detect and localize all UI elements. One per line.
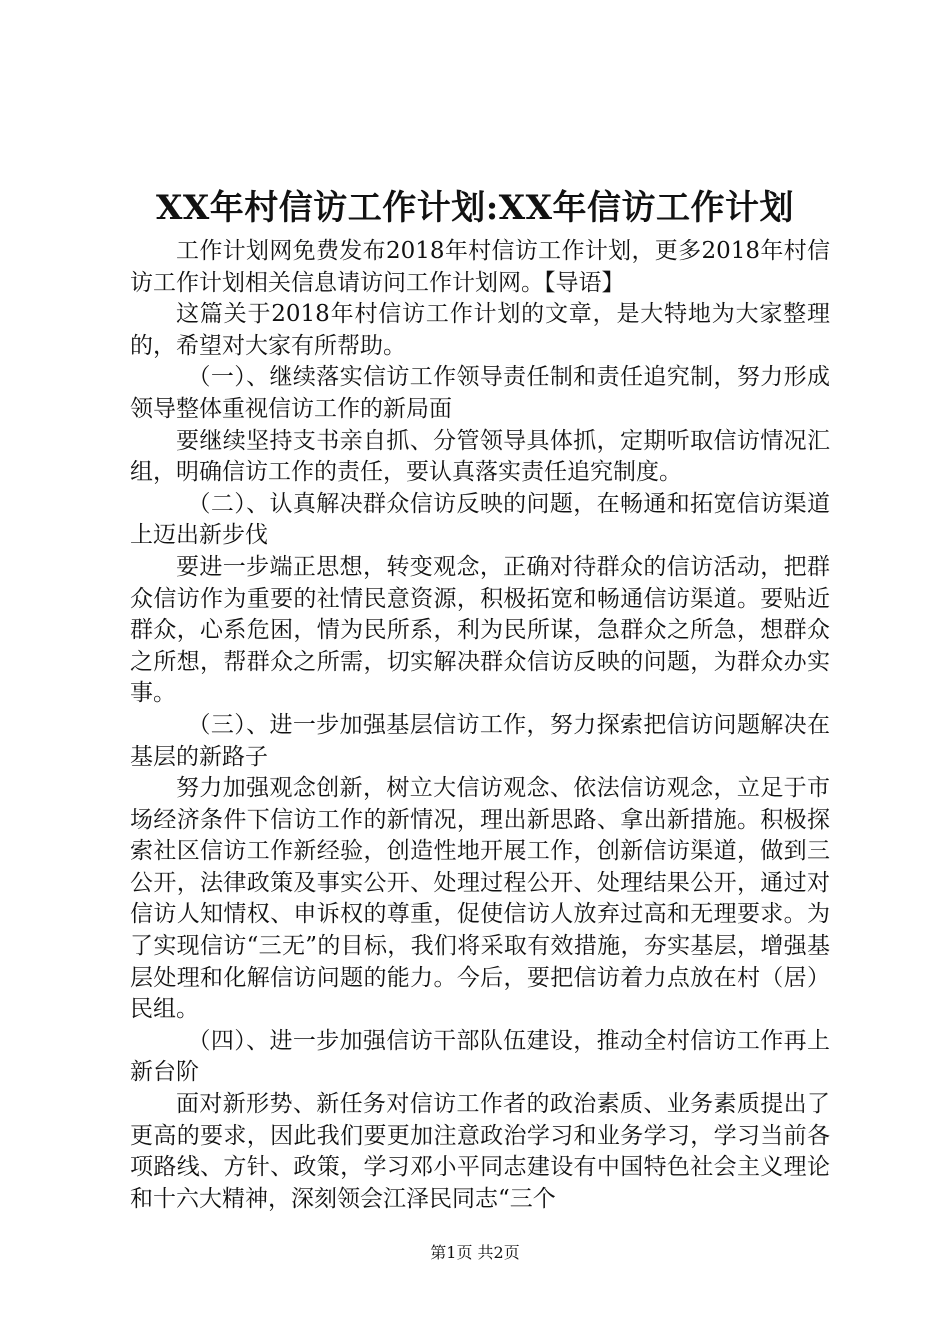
section-heading-2: （二）、认真解决群众信访反映的问题，在畅通和拓宽信访渠道上迈出新步伐 xyxy=(130,490,830,549)
paragraph-section-4: 面对新形势、新任务对信访工作者的政治素质、业务素质提出了更高的要求，因此我们要更加注意政治学习和业务学习，学习当前各项路线、方针、政策，学习邓小平同志建设有中国特色社会主义理论和十六大精神，深刻领会江泽民同志“三个 xyxy=(130,1091,830,1212)
paragraph-preface: 这篇关于2018年村信访工作计划的文章，是大特地为大家整理的，希望对大家有所帮助。 xyxy=(130,301,830,359)
page-number-footer: 第1页 共2页 xyxy=(430,1243,520,1262)
document-title: XX年村信访工作计划:XX年信访工作计划 xyxy=(155,188,795,228)
paragraph-section-1: 要继续坚持支书亲自抓、分管领导具体抓，定期听取信访情况汇组，明确信访工作的责任，要认真落实责任追究制度。 xyxy=(130,427,830,486)
paragraph-section-2: 要进一步端正思想，转变观念，正确对待群众的信访活动，把群众信访作为重要的社情民意资源，积极拓宽和畅通信访渠道。要贴近群众，心系危困，情为民所系，利为民所谋，急群众之所急，想群众之所想，帮群众之所需，切实解决群众信访反映的问题，为群众办实事。 xyxy=(130,553,830,707)
document-body xyxy=(130,236,830,1215)
section-heading-4: （四）、进一步加强信访干部队伍建设，推动全村信访工作再上新台阶 xyxy=(130,1027,830,1086)
paragraph-intro: 工作计划网免费发布2018年村信访工作计划，更多2018年村信访工作计划相关信息请访问工作计划网。【导语】 xyxy=(130,238,830,296)
section-heading-1: （一）、继续落实信访工作领导责任制和责任追究制，努力形成领导整体重视信访工作的新局面 xyxy=(130,364,830,422)
section-heading-3: （三）、进一步加强基层信访工作，努力探索把信访问题解决在基层的新路子 xyxy=(130,711,830,770)
paragraph-section-3: 努力加强观念创新，树立大信访观念、依法信访观念，立足于市场经济条件下信访工作的新情况，理出新思路、拿出新措施。积极探索社区信访工作新经验，创造性地开展工作，创新信访渠道，做到三公开，法律政策及事实公开、处理过程公开、处理结果公开，通过对信访人知情权、申诉权的尊重，促使信访人放弃过高和无理要求。为了实现信访“三无”的目标，我们将采取有效措施，夯实基层，增强基层处理和化解信访问题的能力。今后，要把信访着力点放在村（居）民组。 xyxy=(130,775,830,1023)
